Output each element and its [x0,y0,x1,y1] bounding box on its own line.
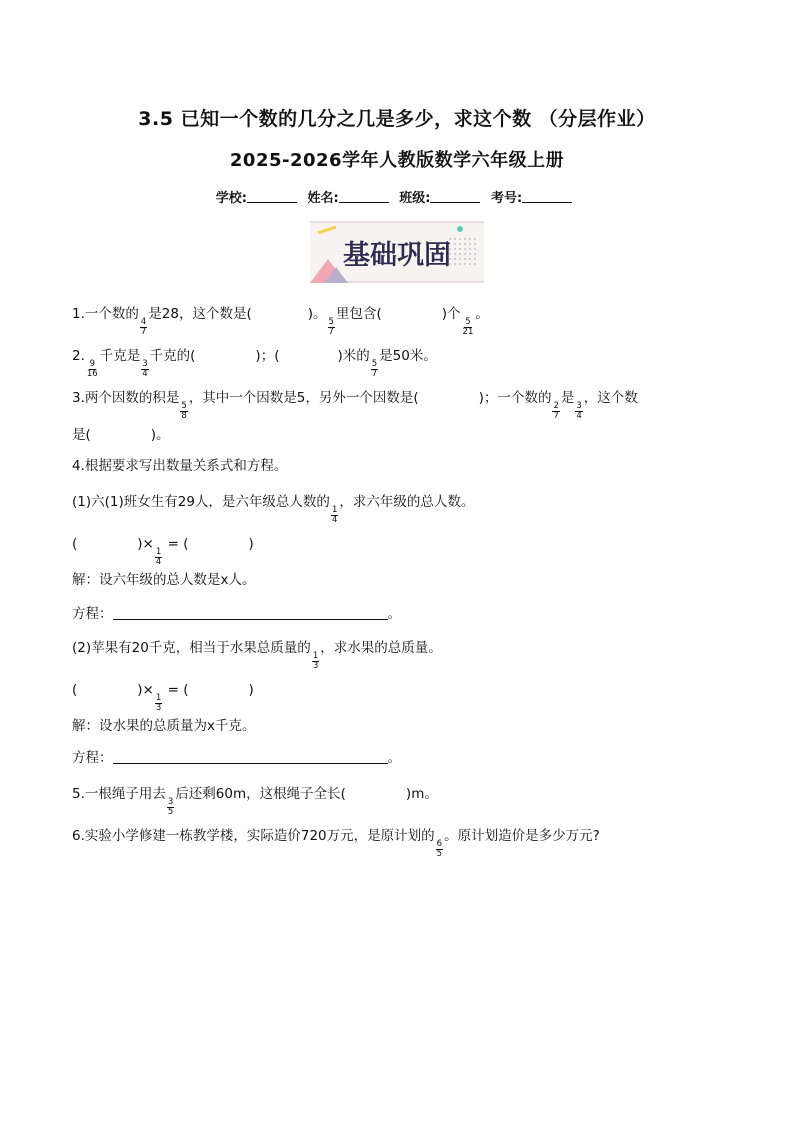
section-banner [310,221,484,283]
fraction: $\frac{5}{7}$ [328,317,334,337]
question-4-part-1: (1)六(1)班女生有29人，是六年级总人数的 $\frac{1}{4}$ ，求六年级的总人数。 [72,494,475,525]
question-4-part-2-solution: 解：设水果的总质量为x千克。 [72,718,256,734]
fraction: $\frac{1}{3}$ [312,651,319,671]
page-title: 3.5 已知一个数的几分之几是多少，求这个数 （分层作业） [138,108,656,130]
question-2: 2. $\frac{9}{16}$ 千克是 $\frac{3}{4}$ 千克的( )；( )米的 $\frac{5}{7}$ 是50米。 [72,348,437,379]
question-4-part-2-relation: ( )× $\frac{1}{3}$ = ( ) [72,682,254,713]
question-3-line-2: 是( )。 [72,427,170,443]
fraction: $\frac{2}{7}$ [553,401,559,421]
exam-number-blank[interactable] [522,190,572,203]
student-info-row [0,187,794,206]
question-5: 5.一根绳子用去 $\frac{3}{5}$ 后还剩60m，这根绳子全长( )m。 [72,786,438,817]
exam-number-label: 考号: [491,191,523,206]
question-4-part-1-equation: 方程： 。 [72,606,401,622]
question-4-part-1-solution: 解：设六年级的总人数是x人。 [72,572,256,588]
school-label: 学校: [215,191,247,206]
question-3: 3.两个因数的积是 $\frac{5}{8}$ ，其中一个因数是5，另外一个因数是( )；一个数的 $\frac{2}{7}$ 是 $\frac{3}{4}$ ，这个数 [72,390,638,421]
page-subtitle: 2025-2026学年人教版数学六年级上册 [229,150,565,171]
fraction: $\frac{9}{16}$ [86,359,98,379]
fraction: $\frac{5}{8}$ [181,401,187,421]
question-4-part-1-relation: ( )× $\frac{1}{4}$ = ( ) [72,536,254,567]
fraction: $\frac{5}{21}$ [462,317,474,337]
fraction: $\frac{6}{5}$ [436,839,443,859]
fraction: $\frac{1}{4}$ [155,547,162,567]
question-1: 1.一个数的 $\frac{4}{7}$ 是28，这个数是( )。 $\frac{5}{7}$ 里包含( )个 $\frac{5}{21}$ 。 [72,306,489,337]
equation-blank[interactable] [113,749,388,764]
equation-blank[interactable] [113,605,388,620]
banner-graphic [310,221,484,283]
question-4-title: 4.根据要求写出数量关系式和方程。 [72,458,288,474]
fraction: $\frac{5}{7}$ [371,359,378,379]
name-blank[interactable] [339,190,389,203]
class-blank[interactable] [430,190,480,203]
fraction: $\frac{1}{4}$ [331,505,338,525]
fraction: $\frac{3}{4}$ [576,401,582,421]
name-label: 姓名: [307,191,339,206]
fraction: $\frac{3}{5}$ [167,797,174,817]
class-label: 班级: [399,191,431,206]
fraction: $\frac{3}{4}$ [142,359,148,379]
banner-label: 基础巩固 [343,240,451,271]
question-6: 6.实验小学修建一栋教学楼，实际造价720万元，是原计划的 $\frac{6}{5}$ 。原计划造价是多少万元? [72,828,600,859]
fraction: $\frac{4}{7}$ [140,317,147,337]
fraction: $\frac{1}{3}$ [155,693,162,713]
question-4-part-2-equation: 方程： 。 [72,750,401,766]
school-blank[interactable] [247,190,297,203]
question-4-part-2: (2)苹果有20千克，相当于水果总质量的 $\frac{1}{3}$ ，求水果的总质量。 [72,640,442,671]
